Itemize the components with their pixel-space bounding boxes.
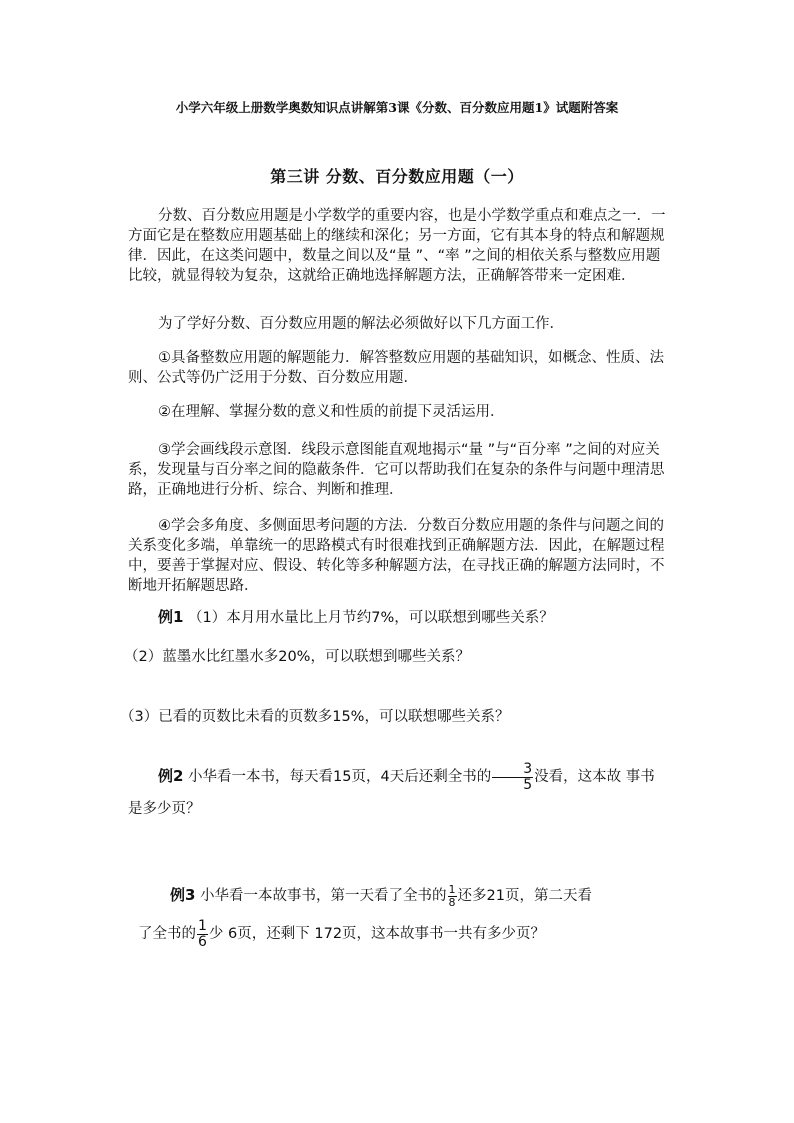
requirements-paragraph: 为了学好分数、百分数应用题的解法必须做好以下几方面工作． (158, 316, 564, 332)
fraction-one-sixth: $\frac{1}{6}$ (198, 917, 207, 950)
example-2-text-b: 没看，这本故 事书是多少页？ (128, 769, 655, 817)
example-3-line-2 (138, 918, 678, 950)
example-3-text-d: 少 6页，还剩下 172页，这本故事书一共有多少页？ (208, 926, 546, 942)
example-1-q1 (158, 607, 678, 628)
example-1-q3: （3）已看的页数比未看的页数多15%，可以联想哪些关系？ (120, 709, 510, 725)
fraction-three-fifths: $\frac{3}{5}$ (492, 762, 533, 793)
intro-paragraph: 分数、百分数应用题是小学数学的重要内容，也是小学数学重点和难点之一．一方面它是在整数应用题基础上的继续和深化；另一方面，它有其本身的特点和解题规律．因此，在这类问题中，数量之间以及“量 ”、“率 ”之间的相依关系与整数应用题比较，就显得较为复杂，这就给正确地选择解题方法，正确解答带来一定困难． (128, 208, 666, 284)
point-2-paragraph: ②在理解、掌握分数的意义和性质的前提下灵活运用． (158, 404, 505, 420)
example-3-text-a: 小华看一本故事书，第一天看了全书的 (200, 888, 447, 904)
example-2-text-a: 小华看一本书，每天看15页，4天后还剩全书的 (188, 769, 492, 785)
example-1-label: 例1 (158, 608, 184, 626)
example-1-q2: （2）蓝墨水比红墨水多20%，可以联想到哪些关系？ (124, 649, 470, 665)
point-1-paragraph: ①具备整数应用题的解题能力．解答整数应用题的基础知识，如概念、性质、法则、公式等仍广泛用于分数、百分数应用题． (128, 350, 664, 386)
lesson-title: 第三讲 分数、百分数应用题（一） (270, 167, 524, 186)
example-3-text-b: 还多21页，第二天看 (457, 888, 592, 904)
example-1-q1-text: （1）本月用水量比上月节约7%，可以联想到哪些关系？ (188, 610, 554, 626)
example-2-label: 例2 (158, 767, 184, 785)
point-3-paragraph: ③学会画线段示意图．线段示意图能直观地揭示“量 ”与“百分率 ”之间的对应关系，发现量与百分率之间的隐蔽条件．它可以帮助我们在复杂的条件与问题中理清思路，正确地进行分析、综合、判断和推理． (128, 442, 665, 498)
example-3-label: 例3 (170, 886, 196, 904)
example-3-line-1 (170, 880, 690, 911)
example-3-text-c: 了全书的 (138, 926, 196, 942)
example-2 (128, 760, 663, 825)
fraction-one-eighth: $\frac{1}{8}$ (448, 882, 456, 909)
point-4-paragraph: ④学会多角度、多侧面思考问题的方法．分数百分数应用题的条件与问题之间的关系变化多端，单靠统一的思路模式有时很难找到正确解题方法．因此，在解题过程中，要善于掌握对应、假设、转化等多种解题方法，在寻找正确的解题方法同时，不断地开拓解题思路． (128, 518, 665, 594)
document-title: 小学六年级上册数学奥数知识点讲解第3课《分数、百分数应用题1》试题附答案 (175, 100, 619, 115)
